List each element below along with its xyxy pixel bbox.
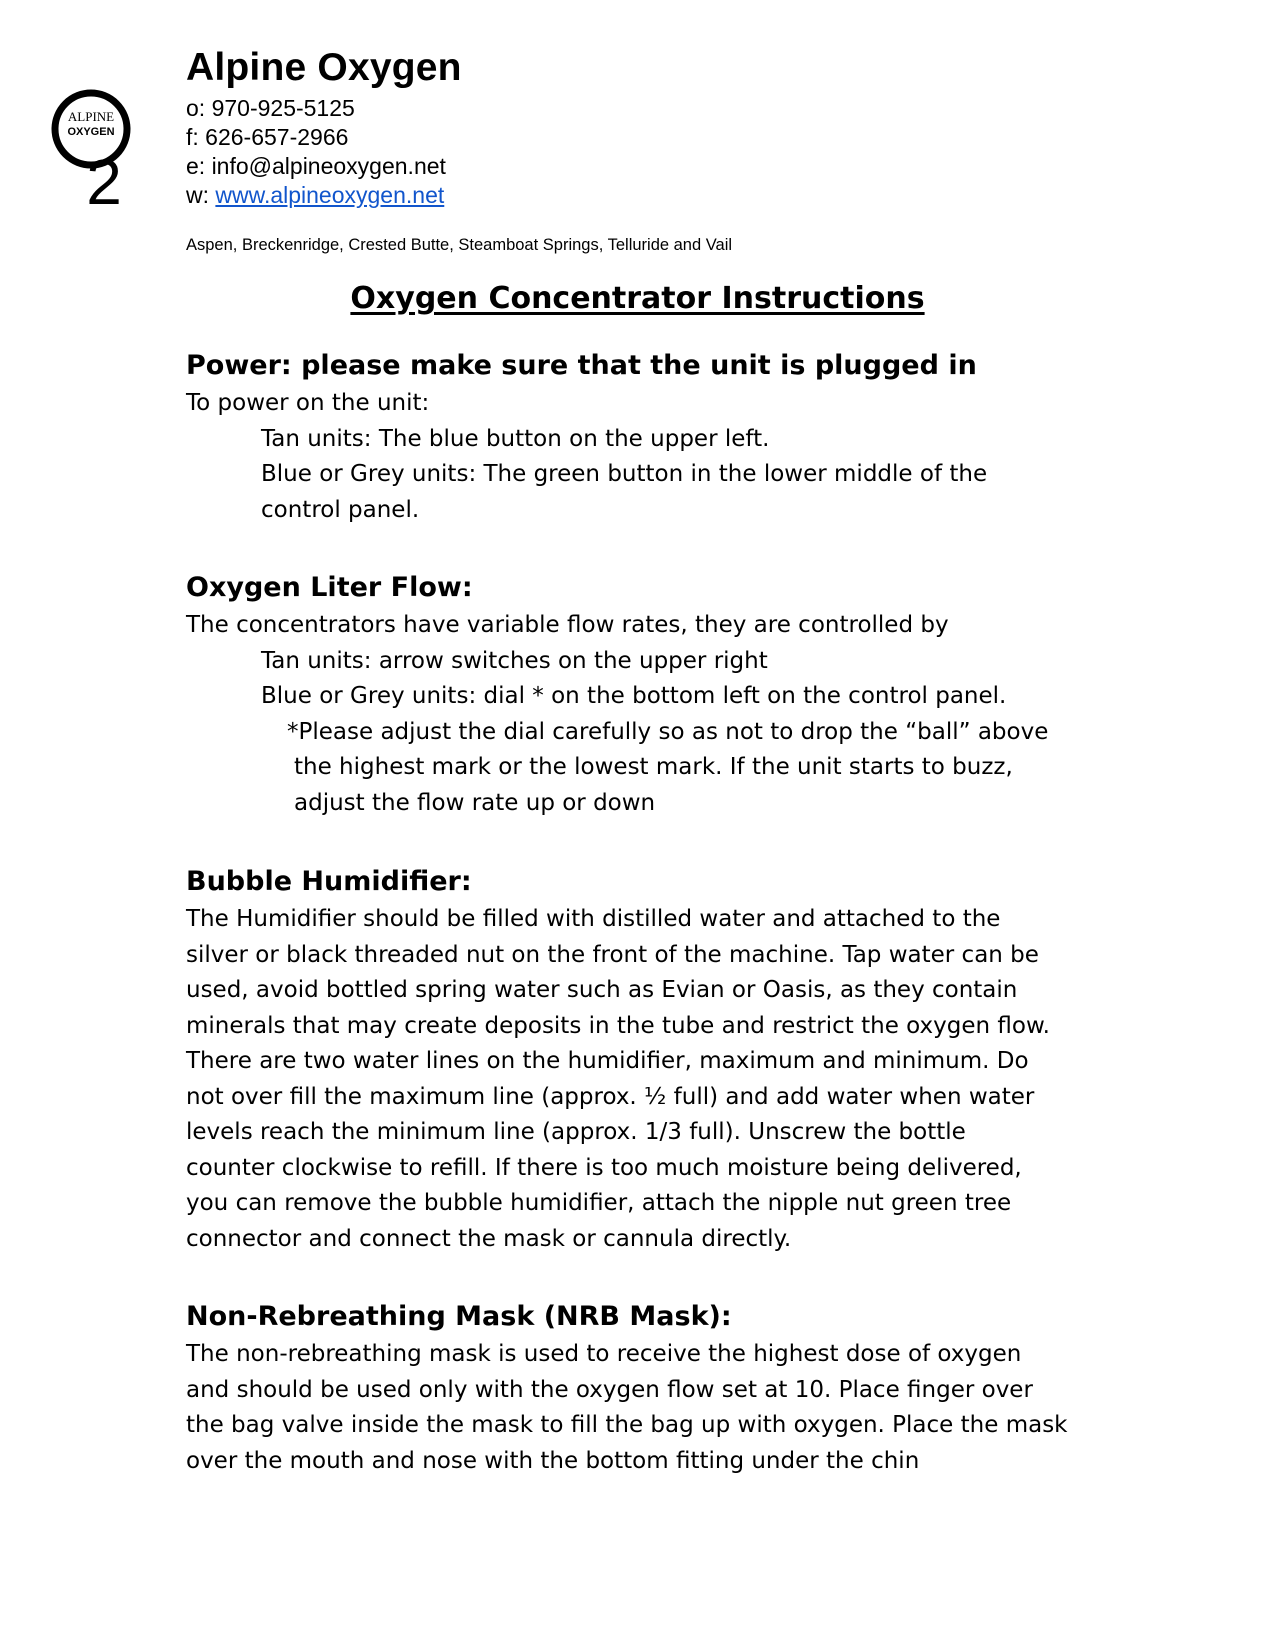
section-bubble-humidifier [186, 864, 1106, 1257]
company-logo [50, 86, 138, 206]
section-heading: Bubble Humidifier: [186, 866, 472, 897]
web-line [186, 181, 462, 210]
paragraph-line: the bag valve inside the mask to fill the bag up with oxygen. Place the mask [186, 1412, 1068, 1438]
paragraph-line: over the mouth and nose with the bottom fitting under the chin [186, 1447, 920, 1474]
logo-text-top: ALPINE [67, 109, 115, 124]
note-line: *Please adjust the dial carefully so as not to drop the “ball” above [287, 718, 1049, 745]
paragraph-line: and should be used only with the oxygen flow set at 10. Place finger over [186, 1376, 1033, 1403]
website-link[interactable]: www.alpineoxygen.net [215, 182, 445, 208]
paragraph-line: To power on the unit: [186, 390, 430, 416]
paragraph-line: Tan units: arrow switches on the upper right [261, 647, 768, 674]
paragraph-line: not over fill the maximum line (approx. ½ full) and add water when water [186, 1083, 1035, 1110]
paragraph-line: There are two water lines on the humidifier, maximum and minimum. Do [186, 1048, 1029, 1074]
company-header [186, 42, 462, 210]
paragraph-line: silver or black threaded nut on the front of the machine. Tap water can be [186, 941, 1039, 968]
document-title [0, 281, 1275, 316]
section-nrb-mask [186, 1299, 1106, 1479]
paragraph-line: control panel. [261, 496, 420, 523]
section-heading: Power: please make sure that the unit is plugged in [186, 350, 977, 381]
email-line: e: info@alpineoxygen.net [186, 153, 446, 179]
phone-line: o: 970-925-5125 [186, 95, 355, 121]
company-name: Alpine Oxygen [186, 46, 462, 89]
paragraph-line: levels reach the minimum line (approx. 1/3 full). Unscrew the bottle [186, 1119, 966, 1145]
logo-text-bottom: OXYGEN [67, 126, 115, 138]
document-title-text: Oxygen Concentrator Instructions [350, 281, 925, 316]
section-power [186, 348, 1106, 528]
section-heading: Oxygen Liter Flow: [186, 572, 473, 603]
paragraph-line: minerals that may create deposits in the tube and restrict the oxygen flow. [186, 1012, 1050, 1039]
paragraph-line: connector and connect the mask or cannula directly. [186, 1225, 792, 1252]
paragraph-line: you can remove the bubble humidifier, attach the nipple nut green tree [186, 1190, 1012, 1216]
paragraph-line: used, avoid bottled spring water such as Evian or Oasis, as they contain [186, 977, 1018, 1003]
note-line: the highest mark or the lowest mark. If the unit starts to buzz, [294, 754, 1013, 780]
logo-digit: 2 [86, 146, 122, 206]
section-liter-flow [186, 570, 1106, 821]
fax-line: f: 626-657-2966 [186, 124, 349, 150]
paragraph-line: Blue or Grey units: The green button in the lower middle of the [261, 461, 988, 487]
contact-block [186, 94, 462, 210]
section-heading: Non-Rebreathing Mask (NRB Mask): [186, 1301, 732, 1332]
paragraph-line: counter clockwise to refill. If there is too much moisture being delivered, [186, 1154, 1022, 1181]
web-prefix: w: [186, 182, 216, 208]
paragraph-line: The concentrators have variable flow rates, they are controlled by [186, 612, 949, 638]
paragraph-line: Tan units: The blue button on the upper left. [261, 425, 770, 452]
paragraph-line: The non-rebreathing mask is used to receive the highest dose of oxygen [186, 1341, 1022, 1367]
locations-line: Aspen, Breckenridge, Crested Butte, Steamboat Springs, Telluride and Vail [186, 236, 733, 254]
paragraph-line: Blue or Grey units: dial * on the bottom left on the control panel. [261, 683, 1007, 709]
paragraph-line: The Humidifier should be filled with distilled water and attached to the [186, 906, 1001, 932]
note-line: adjust the flow rate up or down [294, 789, 656, 816]
